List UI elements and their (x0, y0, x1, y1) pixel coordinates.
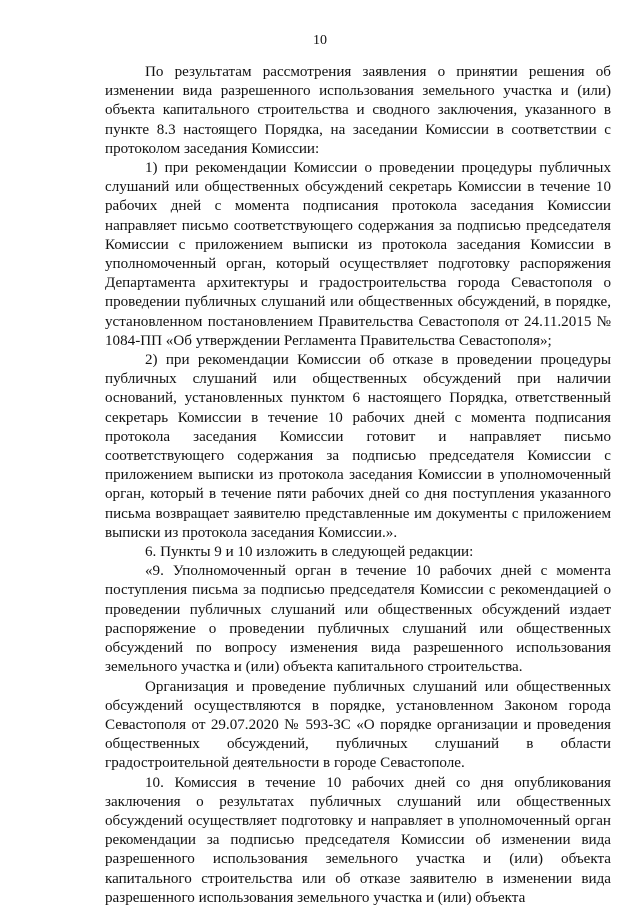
paragraph-item-2: 2) при рекомендации Комиссии об отказе в проведении процедуры публичных слушаний или общественных обсуждений при наличии оснований, установленных пунктом 6 настоящего Порядка, ответственный секретарь Комиссии в течение 10 рабочих дней с момента подписания протокола заседания Комиссии готовит и направляет письмо соответствующего содержания за подписью председателя Комиссии с приложением выписки из протокола заседания Комиссии в уполномоченный орган, который в течение пяти рабочих дней со дня поступления указанного письма возвращает заявителю представленные им документы с приложением выписки из протокола заседания Комиссии.». (105, 352, 611, 541)
page-number: 10 (313, 33, 327, 48)
paragraph-intro: По результатам рассмотрения заявления о принятии решения об изменении вида разрешенного использования земельного участка и (или) объекта капитального строительства и сводного заключения, указанного в пункте 8.3 настоящего Порядка, на заседании Комиссии в соответствии с протоколом заседания Комиссии: (105, 64, 611, 157)
paragraph-clause-9: «9. Уполномоченный орган в течение 10 рабочих дней с момента поступления письма за подписью председателя Комиссии с рекомендацией о проведении публичных слушаний или общественных обсуждений издает распоряжение о проведении публичных слушаний или общественных обсуждений по вопросу изменения вида разрешенного использования земельного участка и (или) объекта капитального строительства. (105, 563, 611, 676)
paragraph-organization: Организация и проведение публичных слушаний или общественных обсуждений осуществляются в порядке, установленном Законом города Севастополя от 29.07.2020 № 593-ЗС «О порядке организации и проведения общественных обсуждений, публичных слушаний в области градостроительной деятельности в городе Севастополе. (105, 678, 611, 772)
document-body (105, 63, 611, 908)
paragraph-item-1: 1) при рекомендации Комиссии о проведении процедуры публичных слушаний или общественных обсуждений секретарь Комиссии в течение 10 рабочих дней с момента подписания протокола заседания Комиссии направляет письмо соответствующего содержания за подписью председателя Комиссии с приложением выписки из протокола заседания Комиссии в уполномоченный орган, который осуществляет подготовку распоряжения Департамента архитектуры и градостроительства города Севастополя о проведении публичных слушаний или общественных обсуждений, в порядке, установленном постановлением Правительства Севастополя от 24.11.2015 № 1084-ПП «Об утверждении Регламента Правительства Севастополя»; (105, 160, 611, 349)
paragraph-clause-10: 10. Комиссия в течение 10 рабочих дней со дня опубликования заключения о результатах публичных слушаний или общественных обсуждений осуществляет подготовку и направляет в уполномоченный орган рекомендации за подписью председателя Комиссии об изменении вида разрешенного использования земельного участка и (или) объекта капитального строительства или об отказе заявителю в изменении вида разрешенного использования земельного участка и (или) объекта (105, 774, 611, 906)
paragraph-clause-6: 6. Пункты 9 и 10 изложить в следующей редакции: (145, 544, 474, 561)
